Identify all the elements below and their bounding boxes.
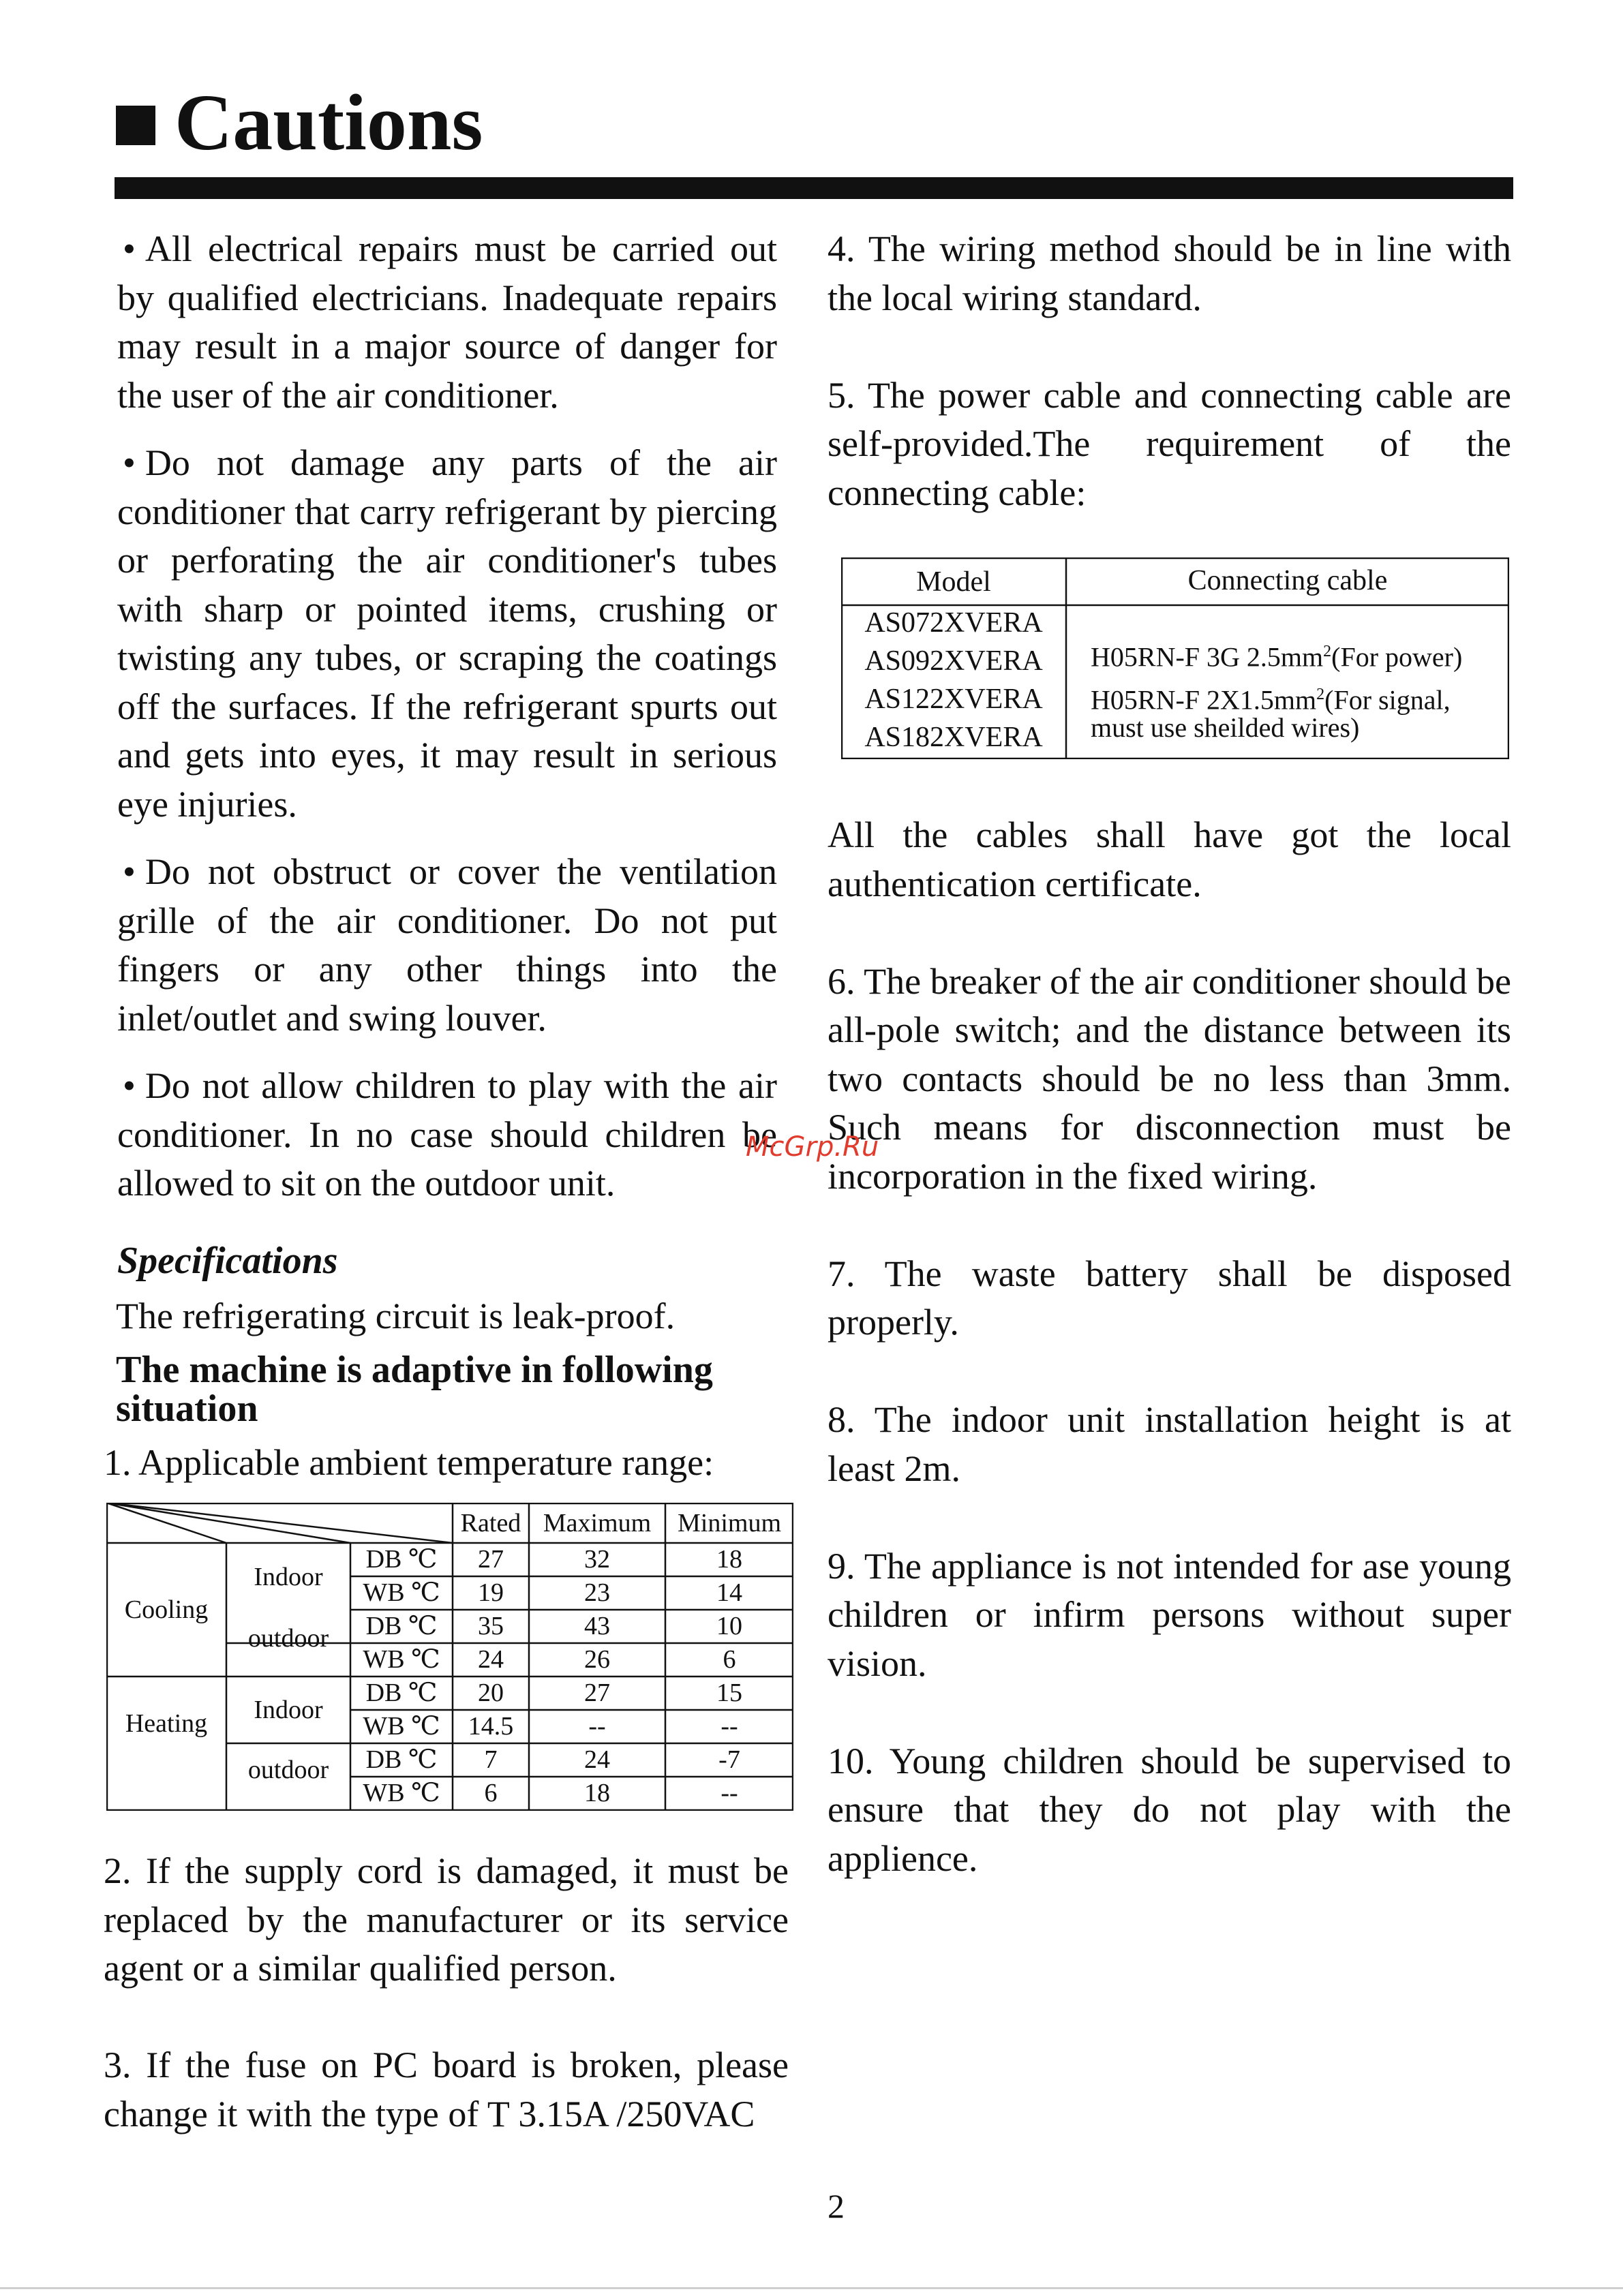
minimum-value: 6 xyxy=(723,1645,736,1674)
minimum-value: 18 xyxy=(716,1545,742,1574)
minimum-value: -- xyxy=(721,1779,738,1807)
bullet-paragraph: • Do not allow children to play with the air conditioner. In no case should children be allowed to sit on the outdoor unit. xyxy=(117,1065,777,1204)
right-column-lower xyxy=(828,811,1511,1932)
maximum-value: -- xyxy=(588,1712,606,1741)
minimum-value: -- xyxy=(721,1712,738,1741)
location-heating-indoor: Indoor xyxy=(254,1696,323,1724)
title-square-icon xyxy=(116,106,155,145)
rated-value: 35 xyxy=(478,1612,504,1640)
location-cooling-outdoor: outdoor xyxy=(247,1624,329,1653)
cable-table xyxy=(841,557,1509,759)
bulb-type: WB ℃ xyxy=(363,1645,440,1674)
bullet-icon: • xyxy=(123,1065,136,1106)
rated-value: 6 xyxy=(484,1779,498,1807)
bullet-icon: • xyxy=(123,228,136,269)
page-number: 2 xyxy=(828,2187,845,2225)
note-battery: 7. The waste battery shall be disposed properly. xyxy=(828,1253,1511,1343)
bullet-paragraph: • Do not damage any parts of the air conditioner that carry refrigerant by piercing or perforating the air conditioner's tubes with sharp or pointed items, crushing or twisting any tubes, or scraping the coatings off the surfaces. If the refrigerant spurts out and gets into eyes, it may result in serious eye injuries. xyxy=(117,442,777,825)
bulb-type: DB ℃ xyxy=(365,1679,438,1707)
bottom-divider xyxy=(0,2287,1623,2289)
signal-cable-note: must use sheilded wires) xyxy=(1091,712,1360,743)
maximum-value: 43 xyxy=(584,1612,610,1640)
minimum-value: 14 xyxy=(716,1578,742,1607)
bulb-type: WB ℃ xyxy=(363,1578,440,1607)
bulb-type: DB ℃ xyxy=(365,1612,438,1640)
note-breaker: 6. The breaker of the air conditioner should be all-pole switch; and the distance between its two contacts should be no less than 3mm. Such means for disconnection must be incorporation in the fixed wiring. xyxy=(828,960,1511,1197)
page-title: Cautions xyxy=(175,78,483,167)
bullet-paragraph: • All electrical repairs must be carried out by qualified electricians. Inadequate repairs may result in a major source of danger for the user of the air conditioner. xyxy=(117,228,777,416)
note-install-height: 8. The indoor unit installation height is at least 2m. xyxy=(828,1399,1511,1489)
mode-cooling: Cooling xyxy=(124,1595,209,1624)
model-name: AS122XVERA xyxy=(864,684,1043,715)
rated-value: 20 xyxy=(478,1679,504,1707)
column-header-minimum: Minimum xyxy=(677,1509,782,1537)
power-cable-spec: H05RN-F 3G $2.5mm^2(For$ power) xyxy=(1091,641,1463,673)
watermark: McGrp.Ru xyxy=(746,1131,879,1163)
minimum-value: 15 xyxy=(716,1679,742,1707)
cable-header-model: Model xyxy=(916,566,991,598)
maximum-value: 23 xyxy=(584,1578,610,1607)
location-heating-outdoor: outdoor xyxy=(247,1756,329,1784)
cable-header-connecting: Connecting cable xyxy=(1187,565,1388,596)
note-fuse: 3. If the fuse on PC board is broken, please change it with the type of T 3.15A /250VAC xyxy=(104,2045,789,2134)
specifications-text: The refrigerating circuit is leak-proof. xyxy=(116,1296,676,1336)
note-appliance-children: 9. The appliance is not intended for ase young children or infirm persons without super vision. xyxy=(828,1545,1511,1684)
maximum-value: 18 xyxy=(584,1779,610,1807)
page-header xyxy=(116,75,483,170)
right-column xyxy=(828,225,1511,517)
note-cable-certificate: All the cables shall have got the local authentication certificate. xyxy=(828,814,1511,904)
bulb-type: DB ℃ xyxy=(365,1545,438,1574)
model-name: AS182XVERA xyxy=(864,722,1043,753)
minimum-value: -7 xyxy=(718,1745,740,1774)
model-name: AS072XVERA xyxy=(864,607,1043,639)
bullet-icon: • xyxy=(123,851,136,892)
specifications-heading: Specifications xyxy=(117,1240,338,1282)
note-wiring-method: 4. The wiring method should be in line with the local wiring standard. xyxy=(828,228,1511,318)
mode-heating: Heating xyxy=(125,1709,208,1738)
maximum-value: 32 xyxy=(584,1545,610,1574)
temperature-range-label: 1. Applicable ambient temperature range: xyxy=(104,1442,714,1483)
title-rule xyxy=(115,177,1513,199)
note-power-cable: 5. The power cable and connecting cable are self-provided.The requirement of the connecting cable: xyxy=(828,374,1511,513)
maximum-value: 27 xyxy=(584,1679,610,1707)
bulb-type: DB ℃ xyxy=(365,1745,438,1774)
location-cooling-indoor: Indoor xyxy=(254,1563,323,1591)
temperature-table xyxy=(106,1503,793,1811)
rated-value: 27 xyxy=(478,1545,504,1574)
column-header-rated: Rated xyxy=(460,1509,521,1537)
signal-cable-spec: H05RN-F $2X1.5mm^2(For$ signal, xyxy=(1091,684,1451,716)
bulb-type: WB ℃ xyxy=(363,1712,440,1741)
bullet-icon: • xyxy=(123,442,136,483)
adaptive-heading: The machine is adaptive in following situation xyxy=(116,1349,713,1430)
rated-value: 14.5 xyxy=(468,1712,514,1741)
rated-value: 19 xyxy=(478,1578,504,1607)
note-supervision: 10. Young children should be supervised to ensure that they do not play with the applience. xyxy=(828,1740,1511,1879)
left-column xyxy=(117,225,777,1227)
rated-value: 24 xyxy=(478,1645,504,1674)
maximum-value: 26 xyxy=(584,1645,610,1674)
bulb-type: WB ℃ xyxy=(363,1779,440,1807)
maximum-value: 24 xyxy=(584,1745,610,1774)
bullet-paragraph: • Do not obstruct or cover the ventilation grille of the air conditioner. Do not put fingers or any other things into the inlet/outlet and swing louver. xyxy=(117,851,777,1039)
note-supply-cord: 2. If the supply cord is damaged, it must be replaced by the manufacturer or its service agent or a similar qualified person. xyxy=(104,1850,789,1989)
rated-value: 7 xyxy=(484,1745,498,1774)
model-name: AS092XVERA xyxy=(864,645,1043,677)
column-header-maximum: Maximum xyxy=(543,1509,652,1537)
minimum-value: 10 xyxy=(716,1612,742,1640)
